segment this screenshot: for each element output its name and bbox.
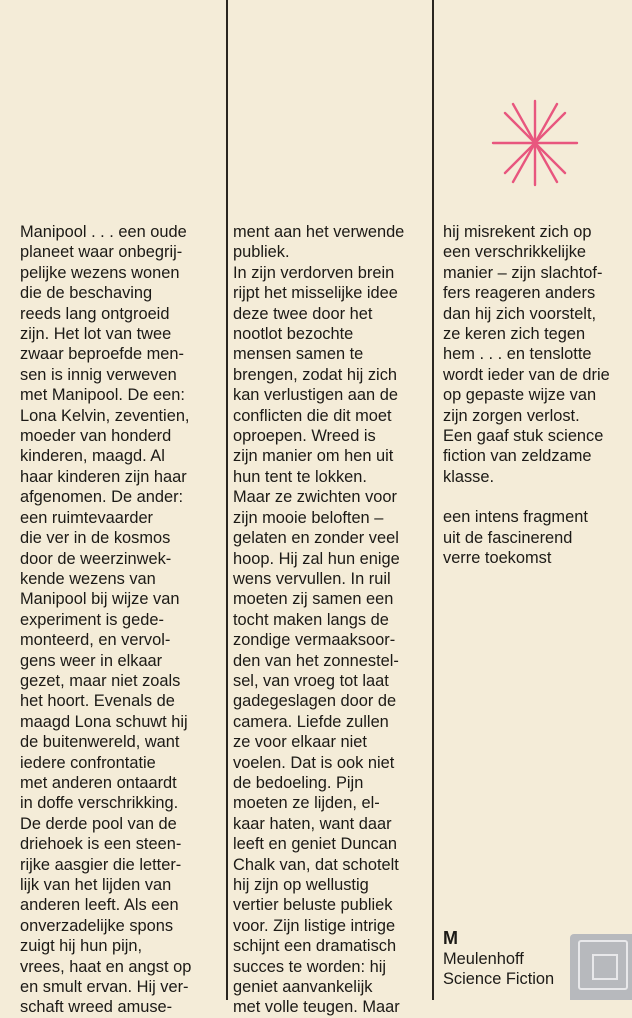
text-line: ze voor elkaar niet xyxy=(233,733,367,752)
text-line: leeft en geniet Duncan xyxy=(233,835,398,854)
text-line: mensen samen te xyxy=(233,345,364,364)
text-line: iedere confrontatie xyxy=(20,753,156,772)
text-line: sel, van vroeg tot laat xyxy=(233,671,389,690)
text-line: planeet waar onbegrij- xyxy=(20,243,183,262)
text-line: Maar ze zwichten voor xyxy=(233,488,397,507)
text-line: een intens fragment xyxy=(443,508,588,527)
text-line: manier – zijn slachtof- xyxy=(443,263,603,282)
text-line: die de beschaving xyxy=(20,284,153,303)
text-line: hun tent te lokken. xyxy=(233,467,367,486)
text-line: onverzadelijke spons xyxy=(20,916,174,935)
text-column-2 xyxy=(233,222,404,1018)
text-line: schaft wreed amuse- xyxy=(20,998,173,1017)
text-line: De derde pool van de xyxy=(20,814,177,833)
text-line: pelijke wezens wonen xyxy=(20,263,180,282)
text-line: dan hij zich voorstelt, xyxy=(443,304,597,323)
text-line: fiction van zeldzame xyxy=(443,447,592,466)
text-line: zijn zorgen verlost. xyxy=(443,406,580,425)
text-line: moeten ze lijden, el- xyxy=(233,794,380,813)
text-line: rijke aasgier die letter- xyxy=(20,855,182,874)
text-line: schijnt een dramatisch xyxy=(233,937,397,956)
text-line: geniet aanvankelijk xyxy=(233,978,373,997)
text-line: gens weer in elkaar xyxy=(20,651,163,670)
text-line: haar kinderen zijn haar xyxy=(20,467,187,486)
text-line: brengen, zodat hij zich xyxy=(233,365,398,384)
text-line: moeder van honderd xyxy=(20,427,172,446)
text-line: vrees, haat en angst op xyxy=(20,957,192,976)
text-line: met anderen ontaardt xyxy=(20,773,177,792)
text-line: zondige vermaaksoor- xyxy=(233,631,396,650)
text-line: maagd Lona schuwt hij xyxy=(20,712,188,731)
column-divider-right xyxy=(432,0,434,1000)
text-line: op gepaste wijze van xyxy=(443,386,597,405)
text-line: wordt ieder van de drie xyxy=(443,365,610,384)
text-line: de bedoeling. Pijn xyxy=(233,773,364,792)
text-line: door de weerzinwek- xyxy=(20,549,172,568)
text-line: ment aan het verwende xyxy=(233,223,405,241)
text-line: het hoort. Evenals de xyxy=(20,692,175,711)
text-line: succes te worden: hij xyxy=(233,957,387,976)
publisher-name: Meulenhoff xyxy=(443,950,524,968)
publisher-logo: M xyxy=(443,928,458,948)
text-line: conflicten die dit moet xyxy=(233,406,392,425)
text-line: lijk van het lijden van xyxy=(20,876,172,894)
text-line: kende wezens van xyxy=(20,569,156,588)
text-line: den van het zonnestel- xyxy=(233,651,399,670)
text-line: zijn mooie beloften – xyxy=(233,508,384,527)
text-line: driehoek is een steen- xyxy=(20,835,182,854)
text-column-3 xyxy=(443,222,610,569)
text-line: gelaten en zonder veel xyxy=(233,529,399,548)
text-line: Manipool bij wijze van xyxy=(20,590,180,609)
text-line: deze twee door het xyxy=(233,304,373,323)
text-line: in doffe verschrikking. xyxy=(20,794,179,813)
text-line: nootlot bezochte xyxy=(233,325,354,344)
text-line: vertier beluste publiek xyxy=(233,896,393,915)
text-line: uit de fascinerend xyxy=(443,528,573,547)
summary-paragraph xyxy=(443,222,610,487)
text-line: fers reageren anders xyxy=(443,284,596,303)
text-line: voelen. Dat is ook niet xyxy=(233,753,395,772)
watermark-icon xyxy=(570,934,632,1000)
text-line: Manipool . . . een oude xyxy=(20,223,187,241)
text-line: moeten zij samen een xyxy=(233,590,394,609)
text-line: Lona Kelvin, zeventien, xyxy=(20,406,190,425)
text-line: anderen leeft. Als een xyxy=(20,896,179,915)
text-line: afgenomen. De ander: xyxy=(20,488,184,507)
text-line: verre toekomst xyxy=(443,549,552,568)
text-line: hoop. Hij zal hun enige xyxy=(233,549,400,568)
text-line: die ver in de kosmos xyxy=(20,529,171,548)
text-line: Een gaaf stuk science xyxy=(443,427,604,446)
text-line: kan verlustigen aan de xyxy=(233,386,398,405)
text-line: hem . . . en tenslotte xyxy=(443,345,592,364)
text-line: kaar haten, want daar xyxy=(233,814,392,833)
text-line: hij zijn op wellustig xyxy=(233,876,369,894)
text-line: zijn. Het lot van twee xyxy=(20,325,172,344)
text-line: In zijn verdorven brein xyxy=(233,263,395,282)
text-line: hij misrekent zich op xyxy=(443,223,592,241)
text-line: sen is innig verweven xyxy=(20,365,177,384)
text-line: een verschrikkelijke xyxy=(443,243,587,262)
text-line: kinderen, maagd. Al xyxy=(20,447,165,466)
tagline xyxy=(443,507,610,568)
text-line: gadegeslagen door de xyxy=(233,692,397,711)
text-line: gezet, maar niet zoals xyxy=(20,671,181,690)
text-line: de buitenwereld, want xyxy=(20,733,180,752)
text-line: met Manipool. De een: xyxy=(20,386,185,405)
text-line: voor. Zijn listige intrige xyxy=(233,916,396,935)
text-line: publiek. xyxy=(233,243,290,262)
text-line: een ruimtevaarder xyxy=(20,508,154,527)
text-line: oproepen. Wreed is xyxy=(233,427,376,446)
text-line: Chalk van, dat schotelt xyxy=(233,855,399,874)
text-line: wens vervullen. In ruil xyxy=(233,569,391,588)
text-line: ze keren zich tegen xyxy=(443,325,586,344)
text-line: rijpt het misselijke idee xyxy=(233,284,398,303)
asterisk-icon xyxy=(490,98,580,188)
text-line: met volle teugen. Maar xyxy=(233,998,400,1017)
text-line: zwaar beproefde men- xyxy=(20,345,184,364)
publisher-block xyxy=(443,927,554,990)
text-line: monteerd, en vervol- xyxy=(20,631,171,650)
text-line: zijn manier om hen uit xyxy=(233,447,394,466)
series-name: Science Fiction xyxy=(443,970,555,989)
text-column-1 xyxy=(20,222,191,1018)
text-line: tocht maken langs de xyxy=(233,610,389,629)
text-line: klasse. xyxy=(443,467,495,486)
text-line: zuigt hij hun pijn, xyxy=(20,937,143,956)
text-line: camera. Liefde zullen xyxy=(233,712,389,731)
text-line: experiment is gede- xyxy=(20,610,164,629)
column-divider-left xyxy=(226,0,228,1000)
text-line: reeds lang ontgroeid xyxy=(20,304,170,323)
text-line: en smult ervan. Hij ver- xyxy=(20,978,189,997)
